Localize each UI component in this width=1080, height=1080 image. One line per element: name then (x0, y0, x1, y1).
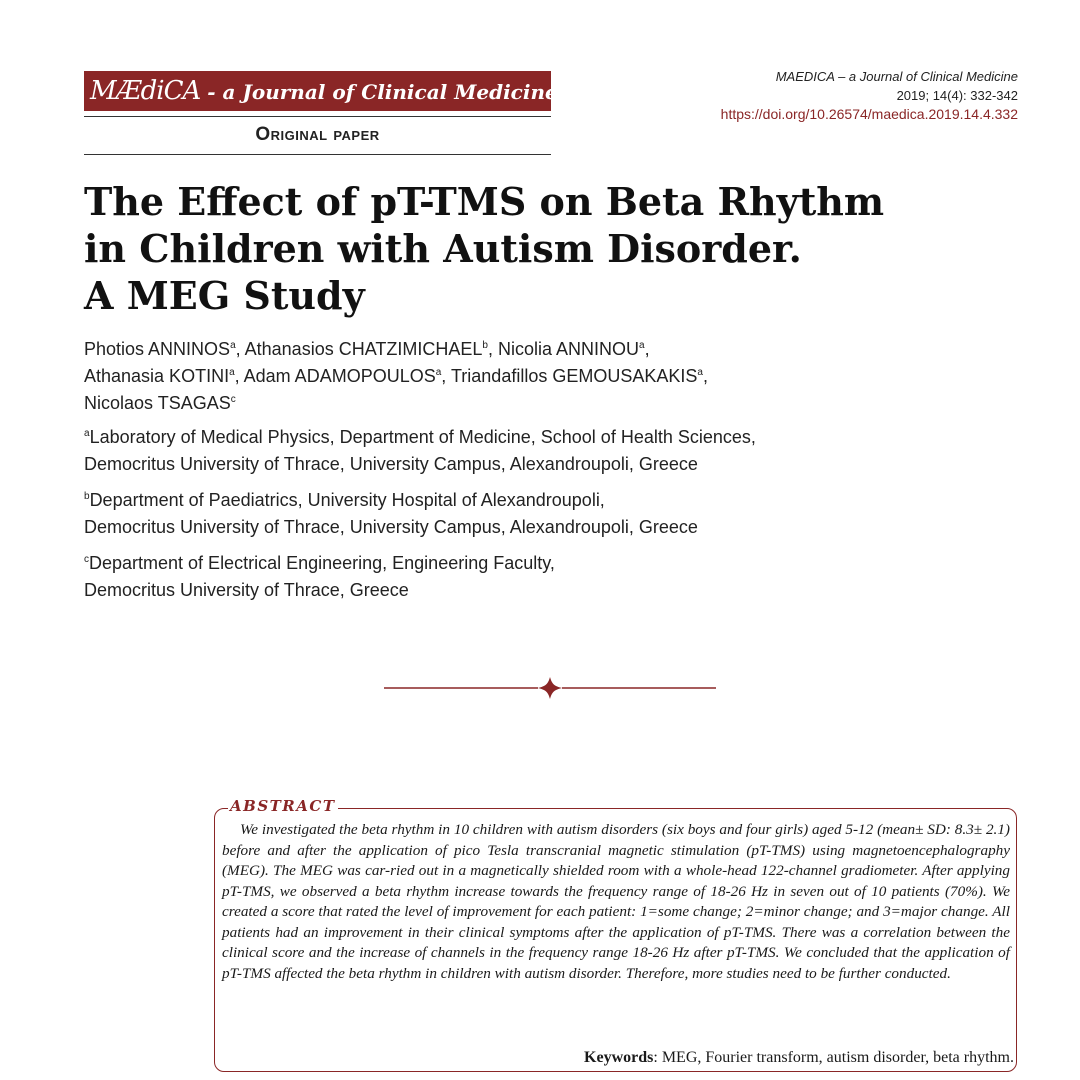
author-affil-mark: a (697, 367, 703, 378)
title-line: The Effect of pT-TMS on Beta Rhythm (84, 179, 885, 224)
author-name: Photios ANNINOS (84, 339, 231, 359)
author-name: Athanasios CHATZIMICHAEL (244, 339, 483, 359)
author-separator: , (702, 366, 708, 386)
author-name: Triandafillos GEMOUSAKAKIS (450, 366, 698, 386)
affiliation-mark: c (84, 554, 89, 565)
affiliation-line: Democritus University of Thrace, University Campus, Alexandroupoli, Greece (84, 517, 698, 537)
author-list (84, 336, 984, 417)
keywords-list: : MEG, Fourier transform, autism disorder, beta rhythm. (653, 1049, 1014, 1066)
divider-bottom (84, 154, 551, 155)
citation-volume: 2019; 14(4): 332-342 (896, 88, 1018, 103)
author-affil-mark: b (482, 340, 488, 351)
abstract-label: ABSTRACT (230, 797, 336, 815)
journal-logo: MÆdiCA (90, 76, 201, 106)
title-line: in Children with Autism Disorder. (84, 226, 802, 271)
author-name: Nicolaos TSAGAS (84, 393, 231, 413)
author-separator: , (487, 339, 498, 359)
affiliation-line: Democritus University of Thrace, Greece (84, 580, 409, 600)
divider-top (84, 116, 551, 117)
affiliation-line: Department of Paediatrics, University Hospital of Alexandroupoli, (89, 490, 605, 510)
citation-journal: MAEDICA – a Journal of Clinical Medicine (775, 69, 1018, 84)
abstract-text: We investigated the beta rhythm in 10 children with autism disorders (six boys and four girls) aged 5-12 (mean± SD: 8.3± 2.1) before and after the application of pico Tesla transcranial magnetic stimulation (pT-TMS) using magnetoencephalography (MEG). The MEG was car-ried out in a magnetically shielded room with a whole-head 122-channel gradiometer. After applying pT-TMS, we observed a beta rhythm increase towards the frequency range of 18-26 Hz in seven out of 10 patients (70%). We created a score that rated the level of improvement for each patient: 1=some change; 2=minor change; and 3=major change. All patients had an improvement in their clinical symptoms after the application of pT-TMS. There was a correlation between the clinical score and the increase of channels in the frequency range 18-26 Hz after pT-TMS. We concluded that the application of pT-TMS affected the beta rhythm in children with autism disorder. Therefore, more studies need to be further conducted. (222, 821, 1010, 982)
affiliation-mark: a (84, 428, 90, 439)
affiliation-line: Democritus University of Thrace, University Campus, Alexandroupoli, Greece (84, 454, 698, 474)
affiliation-mark: b (84, 491, 90, 502)
title-line: A MEG Study (84, 273, 365, 318)
affiliation-line: Department of Electrical Engineering, Engineering Faculty, (89, 553, 555, 573)
doi-link[interactable]: https://doi.org/10.26574/maedica.2019.14.4.332 (720, 106, 1018, 122)
journal-banner (84, 71, 558, 111)
affiliation (84, 550, 984, 604)
affiliation (84, 424, 984, 478)
keywords (584, 1049, 1014, 1067)
affiliation-line: Laboratory of Medical Physics, Department of Medicine, School of Health Sciences, (89, 427, 756, 447)
journal-subtitle: - a Journal of Clinical Medicine (200, 80, 558, 104)
keywords-label: Keywords (584, 1049, 654, 1066)
affiliation (84, 487, 984, 541)
ornament-divider (384, 676, 716, 700)
author-affil-mark: c (230, 394, 236, 405)
author-separator: , (441, 366, 451, 386)
paper-type: Original paper (255, 124, 380, 145)
author-affil-mark: a (229, 367, 235, 378)
author-name: Adam ADAMOPOULOS (243, 366, 436, 386)
author-name: Athanasia KOTINI (84, 366, 230, 386)
citation-block (721, 67, 1018, 124)
paper-title (84, 178, 984, 319)
author-affil-mark: a (435, 367, 442, 378)
author-separator: , (234, 366, 244, 386)
author-separator: , (235, 339, 245, 359)
author-affil-mark: a (639, 340, 645, 351)
author-separator: , (644, 339, 650, 359)
author-affil-mark: a (230, 340, 236, 351)
author-name: Nicolia ANNINOU (497, 339, 639, 359)
